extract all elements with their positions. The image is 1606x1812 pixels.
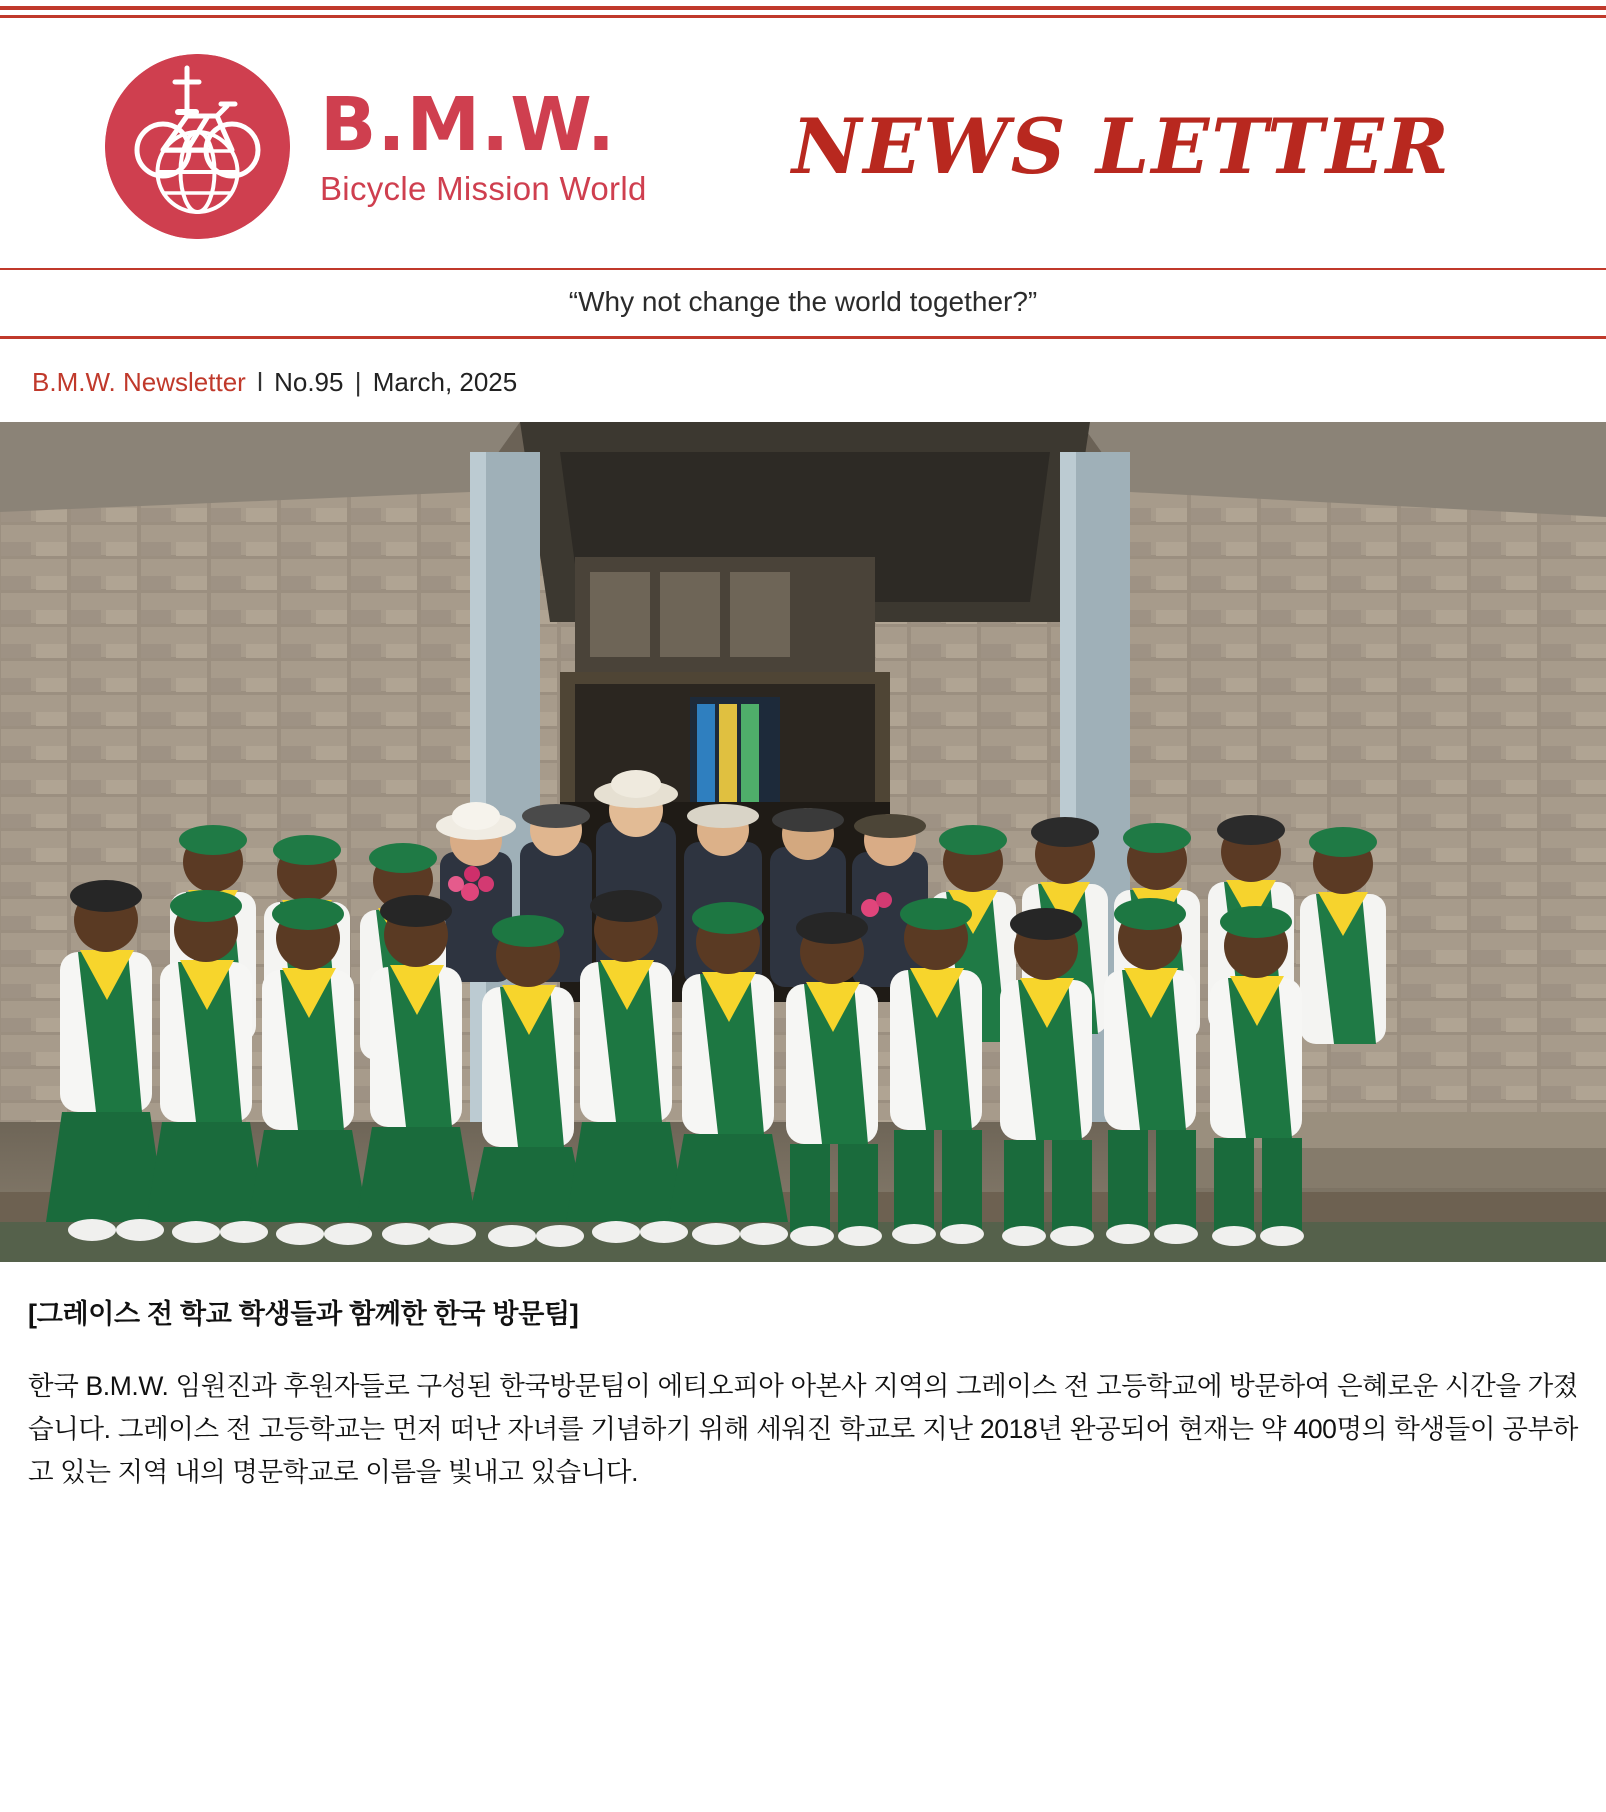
issue-separator-1: l [257,367,263,397]
masthead-frame [0,15,1606,268]
newsletter-page [0,6,1606,1534]
tagline-text: “Why not change the world together?” [568,286,1038,317]
masthead [0,18,1606,268]
bicycle-globe-cross-icon [105,54,290,239]
issue-number: No.95 [274,367,344,397]
article-heading: [그레이스 전 학교 학생들과 함께한 한국 방문팀] [28,1299,579,1329]
article [0,1262,1606,1534]
tagline-band [0,268,1606,339]
publication-name: B.M.W. Newsletter [32,367,246,397]
newsletter-title: NEWS LETTER [791,101,1451,191]
issue-date: March, 2025 [372,367,518,397]
logo-subtitle: Bicycle Mission World [320,169,647,207]
top-rule [0,6,1606,10]
issue-separator-2: | [354,367,362,397]
article-body: 한국 B.M.W. 임원진과 후원자들로 구성된 한국방문팀이 에티오피아 아본사 지역의 그레이스 전 고등학교에 방문하여 은혜로운 시간을 가졌습니다. 그레이스 전 고등학교는 먼저 떠난 자녀를 기념하기 위해 세워진 학교로 지난 2018년 완공되어 현재는 약 400명의 학생들이 공부하고 있는 지역 내의 명문학교로 이름을 빛내고 있습니다. [28,1371,1578,1487]
group-photo [0,422,1606,1262]
logo-title: B.M.W. [320,81,616,168]
logo-wordmark [320,81,647,207]
issue-line [0,339,1606,422]
logo-block [0,54,647,239]
